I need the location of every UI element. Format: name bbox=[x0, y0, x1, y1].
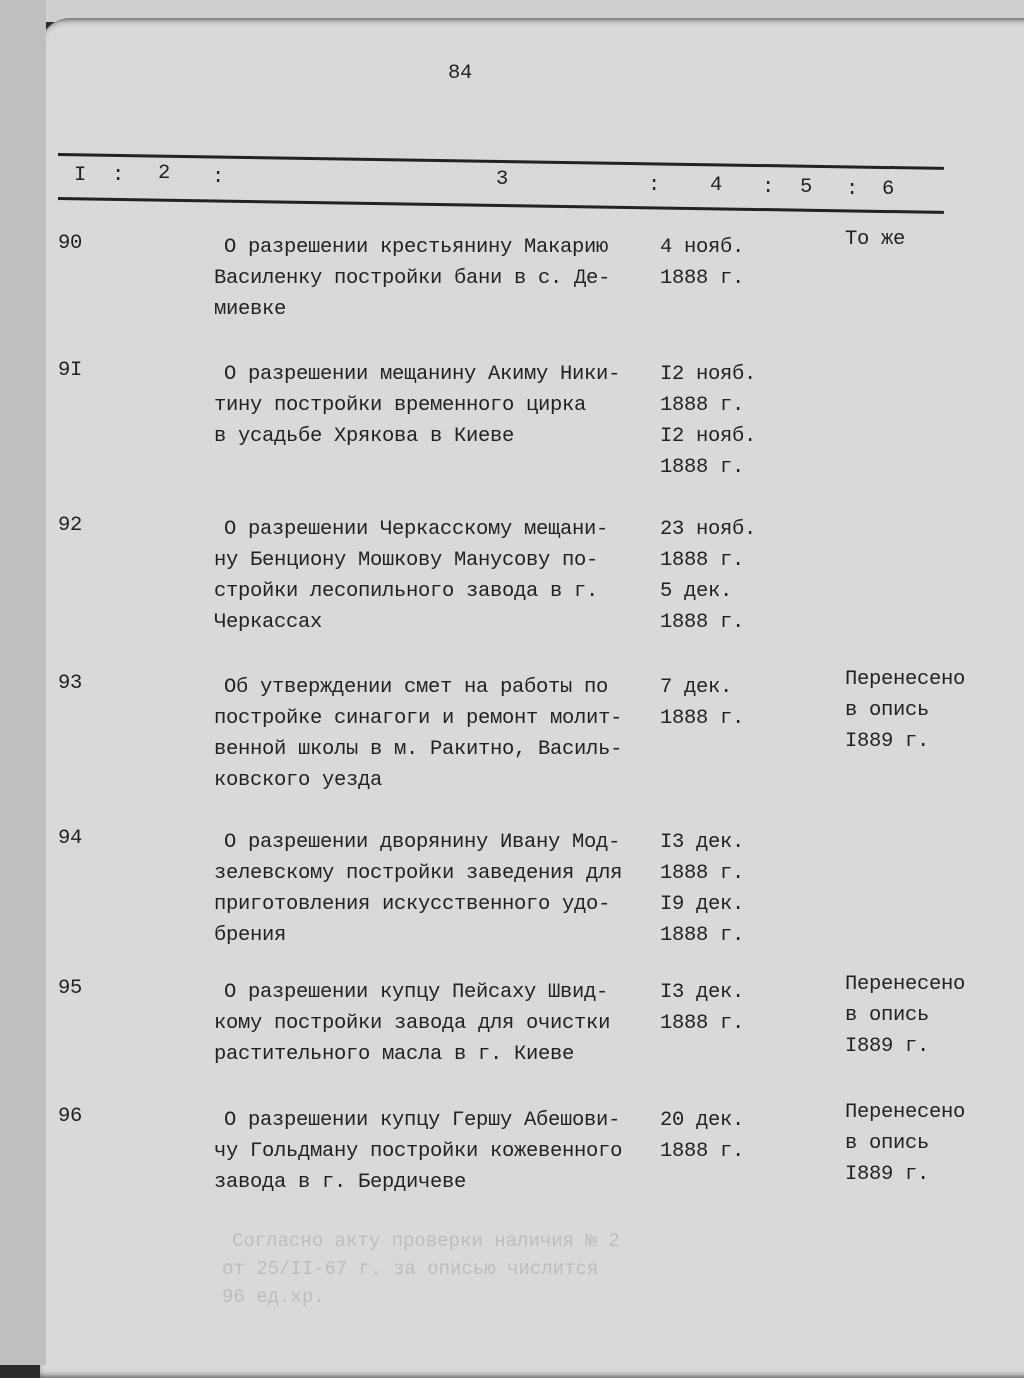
row-date-line: 1888 г. bbox=[660, 924, 745, 947]
row-title-line: Василенку постройки бани в с. Де- bbox=[214, 267, 611, 290]
row-title-line: ну Бенциону Мошкову Манусову по- bbox=[214, 549, 599, 572]
row-title-line: чу Гольдману постройки кожевенного bbox=[214, 1140, 623, 1163]
row-date-line: 1888 г. bbox=[660, 394, 745, 417]
row-title-line: растительного масла в г. Киеве bbox=[214, 1043, 575, 1066]
row-date-line: 1888 г. bbox=[660, 611, 745, 634]
row-title-line: О разрешении купцу Пейсаху Швид- bbox=[224, 981, 609, 1004]
row-title-line: постройке синагоги и ремонт молит- bbox=[214, 707, 623, 730]
row-title-line: О разрешении Черкасскому мещани- bbox=[224, 518, 609, 541]
row-title-line: О разрешении крестьянину Макарию bbox=[224, 236, 609, 259]
row-title-line: Черкассах bbox=[214, 611, 323, 634]
row-title-line: О разрешении дворянину Ивану Мод- bbox=[224, 831, 621, 854]
row-date-line: 1888 г. bbox=[660, 707, 745, 730]
col-2-header: 2 bbox=[158, 162, 171, 185]
col-separator: : bbox=[648, 174, 661, 197]
row-note-line: То же bbox=[845, 228, 906, 251]
col-4-header: 4 bbox=[710, 174, 723, 197]
col-3-header: 3 bbox=[496, 168, 509, 191]
bleed-line: Согласно акту проверки наличия № 2 bbox=[232, 1230, 620, 1252]
row-date-line: 5 дек. bbox=[660, 580, 733, 603]
row-title-line: кому постройки завода для очистки bbox=[214, 1012, 611, 1035]
row-note-line: Перенесено bbox=[845, 1101, 966, 1124]
row-date-line: 20 дек. bbox=[660, 1109, 745, 1132]
row-number: 93 bbox=[58, 672, 83, 695]
row-note-line: в опись bbox=[845, 1132, 930, 1155]
col-separator: : bbox=[212, 166, 225, 189]
col-separator: : bbox=[846, 178, 859, 201]
row-title-line: в усадьбе Хрякова в Киеве bbox=[214, 425, 515, 448]
row-date-line: I3 дек. bbox=[660, 831, 745, 854]
row-note-line: I889 г. bbox=[845, 730, 930, 753]
row-title-line: стройки лесопильного завода в г. bbox=[214, 580, 599, 603]
row-date-line: 23 нояб. bbox=[660, 518, 757, 541]
row-date-line: I2 нояб. bbox=[660, 425, 757, 448]
col-5-header: 5 bbox=[800, 176, 813, 199]
row-title-line: О разрешении мещанину Акиму Ники- bbox=[224, 363, 621, 386]
row-title-line: Об утверждении смет на работы по bbox=[224, 676, 609, 699]
row-date-line: 1888 г. bbox=[660, 267, 745, 290]
row-date-line: 1888 г. bbox=[660, 456, 745, 479]
left-page-edge bbox=[0, 0, 46, 1365]
row-title-line: зелевскому постройки заведения для bbox=[214, 862, 623, 885]
row-note-line: Перенесено bbox=[845, 668, 966, 691]
row-title-line: брения bbox=[214, 924, 287, 947]
row-note-line: в опись bbox=[845, 1004, 930, 1027]
row-date-line: 4 нояб. bbox=[660, 236, 745, 259]
row-title-line: ковского уезда bbox=[214, 769, 383, 792]
row-title-line: венной школы в м. Ракитно, Василь- bbox=[214, 738, 623, 761]
row-number: 96 bbox=[58, 1105, 83, 1128]
col-separator: : bbox=[112, 164, 125, 187]
row-date-line: 1888 г. bbox=[660, 1140, 745, 1163]
row-date-line: I2 нояб. bbox=[660, 363, 757, 386]
col-6-header: 6 bbox=[882, 178, 895, 201]
row-number: 92 bbox=[58, 514, 83, 537]
row-date-line: 1888 г. bbox=[660, 1012, 745, 1035]
row-number: 90 bbox=[58, 232, 83, 255]
bleed-line: от 25/II-67 г. за описью числится bbox=[222, 1258, 599, 1280]
page-number: 84 bbox=[448, 62, 473, 85]
row-title-line: миевке bbox=[214, 298, 287, 321]
col-separator: : bbox=[762, 176, 775, 199]
row-number: 95 bbox=[58, 977, 83, 1000]
row-title-line: О разрешении купцу Гершу Абешови- bbox=[224, 1109, 621, 1132]
row-title-line: завода в г. Бердичеве bbox=[214, 1171, 467, 1194]
row-number: 94 bbox=[58, 827, 83, 850]
row-date-line: I3 дек. bbox=[660, 981, 745, 1004]
row-title-line: приготовления искусственного удо- bbox=[214, 893, 611, 916]
row-date-line: I9 дек. bbox=[660, 893, 745, 916]
row-date-line: 1888 г. bbox=[660, 549, 745, 572]
row-note-line: в опись bbox=[845, 699, 930, 722]
row-title-line: тину постройки временного цирка bbox=[214, 394, 587, 417]
row-number: 9I bbox=[58, 359, 83, 382]
row-date-line: 1888 г. bbox=[660, 862, 745, 885]
row-date-line: 7 дек. bbox=[660, 676, 733, 699]
bleed-line: 96 ед.хр. bbox=[222, 1286, 325, 1308]
row-note-line: I889 г. bbox=[845, 1035, 930, 1058]
col-1-header: I bbox=[74, 164, 87, 187]
row-note-line: I889 г. bbox=[845, 1163, 930, 1186]
row-note-line: Перенесено bbox=[845, 973, 966, 996]
